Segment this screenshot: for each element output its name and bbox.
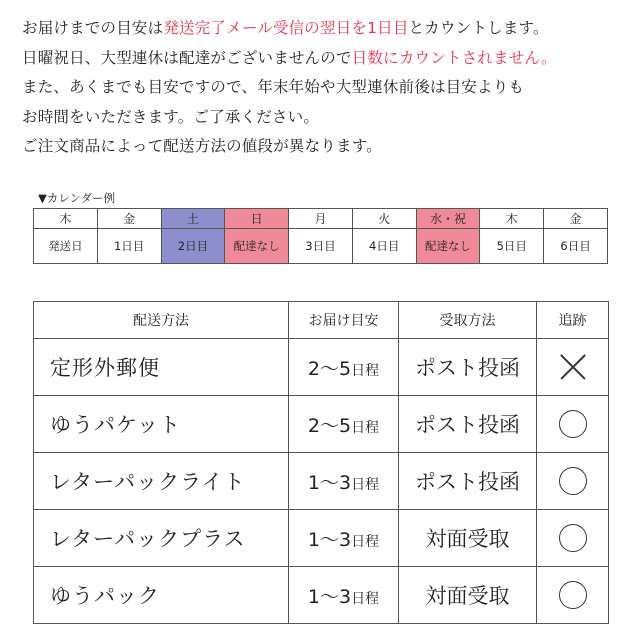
calendar-day: 月 [289,209,353,229]
calendar-day: 木 [480,209,544,229]
shipping-method: ゆうパケット [34,396,289,453]
intro-line-5: ご注文商品によって配送方法の値段が異なります。 [22,137,382,155]
table-row [34,453,609,510]
receive-method: 対面受取 [399,567,537,624]
calendar-day: 日 [225,209,289,229]
calendar-day: 土 [161,209,225,229]
delivery-days [289,339,399,396]
shipping-method: ゆうパック [34,567,289,624]
cross-icon [559,353,587,381]
table-row [34,339,609,396]
days-range: 1〜3 [307,471,352,494]
receive-method: ポスト投函 [399,453,537,510]
table-row [34,396,609,453]
shipping-method: レターパックプラス [34,510,289,567]
tracking-cell [537,567,609,624]
calendar-value: 1日目 [97,229,161,264]
calendar-value: 配達なし [416,229,480,264]
shipping-method: レターパックライト [34,453,289,510]
calendar-label: ▼カレンダー例 [38,191,116,205]
circle-icon [559,524,587,552]
calendar-values-row [34,229,608,264]
calendar-days-row [34,209,608,229]
intro-line-2 [22,44,632,74]
circle-icon [559,581,587,609]
days-range: 1〜3 [307,528,352,551]
calendar-day: 金 [97,209,161,229]
calendar-value: 2日目 [161,229,225,264]
days-unit: 日程 [351,533,380,550]
intro-line-1-c: とカウントします。 [408,19,549,37]
table-row [34,510,609,567]
header-method: 配送方法 [34,302,289,339]
calendar-day: 木 [34,209,98,229]
shipping-method: 定形外郵便 [34,339,289,396]
tracking-cell [537,396,609,453]
days-unit: 日程 [351,590,380,607]
calendar-value: 6日目 [544,229,608,264]
shipping-header-row [34,302,609,339]
delivery-days [289,510,399,567]
calendar-value: 配達なし [225,229,289,264]
table-row [34,567,609,624]
header-days: お届け目安 [289,302,399,339]
days-unit: 日程 [351,419,380,436]
receive-method: 対面受取 [399,510,537,567]
calendar-value: 4日目 [352,229,416,264]
intro-line-1-b: 発送完了メール受信の翌日を1日目 [163,19,409,37]
calendar-value: 3日目 [289,229,353,264]
tracking-cell [537,453,609,510]
intro-line-2-a: 日曜祝日、大型連休は配達がございませんので [22,48,352,67]
days-range: 2〜5 [307,357,352,380]
circle-icon [559,467,587,495]
calendar-value: 発送日 [34,229,98,264]
intro-line-3: また、あくまでも目安ですので、年末年始や大型連休前後は目安よりも [22,78,525,96]
receive-method: ポスト投函 [399,339,537,396]
header-receive: 受取方法 [399,302,537,339]
header-tracking: 追跡 [537,302,609,339]
delivery-days [289,453,399,510]
calendar-day: 金 [544,209,608,229]
intro-line-1 [22,14,632,44]
tracking-cell [537,339,609,396]
receive-method: ポスト投函 [399,396,537,453]
calendar-table [33,208,608,264]
calendar-day: 火 [352,209,416,229]
days-unit: 日程 [351,362,380,379]
tracking-cell [537,510,609,567]
intro-line-1-a: お届けまでの目安は [22,19,164,37]
days-range: 2〜5 [307,414,352,437]
delivery-days [289,567,399,624]
calendar-day: 水・祝 [416,209,480,229]
shipping-table [33,301,609,624]
calendar-value: 5日目 [480,229,544,264]
intro-line-4: お時間をいただきます。ご了承ください。 [22,107,320,126]
circle-icon [559,410,587,438]
days-range: 1〜3 [307,585,352,608]
days-unit: 日程 [351,476,380,493]
intro-line-2-b: 日数にカウントされません。 [351,48,557,67]
delivery-days [289,396,399,453]
intro-text [22,14,632,162]
